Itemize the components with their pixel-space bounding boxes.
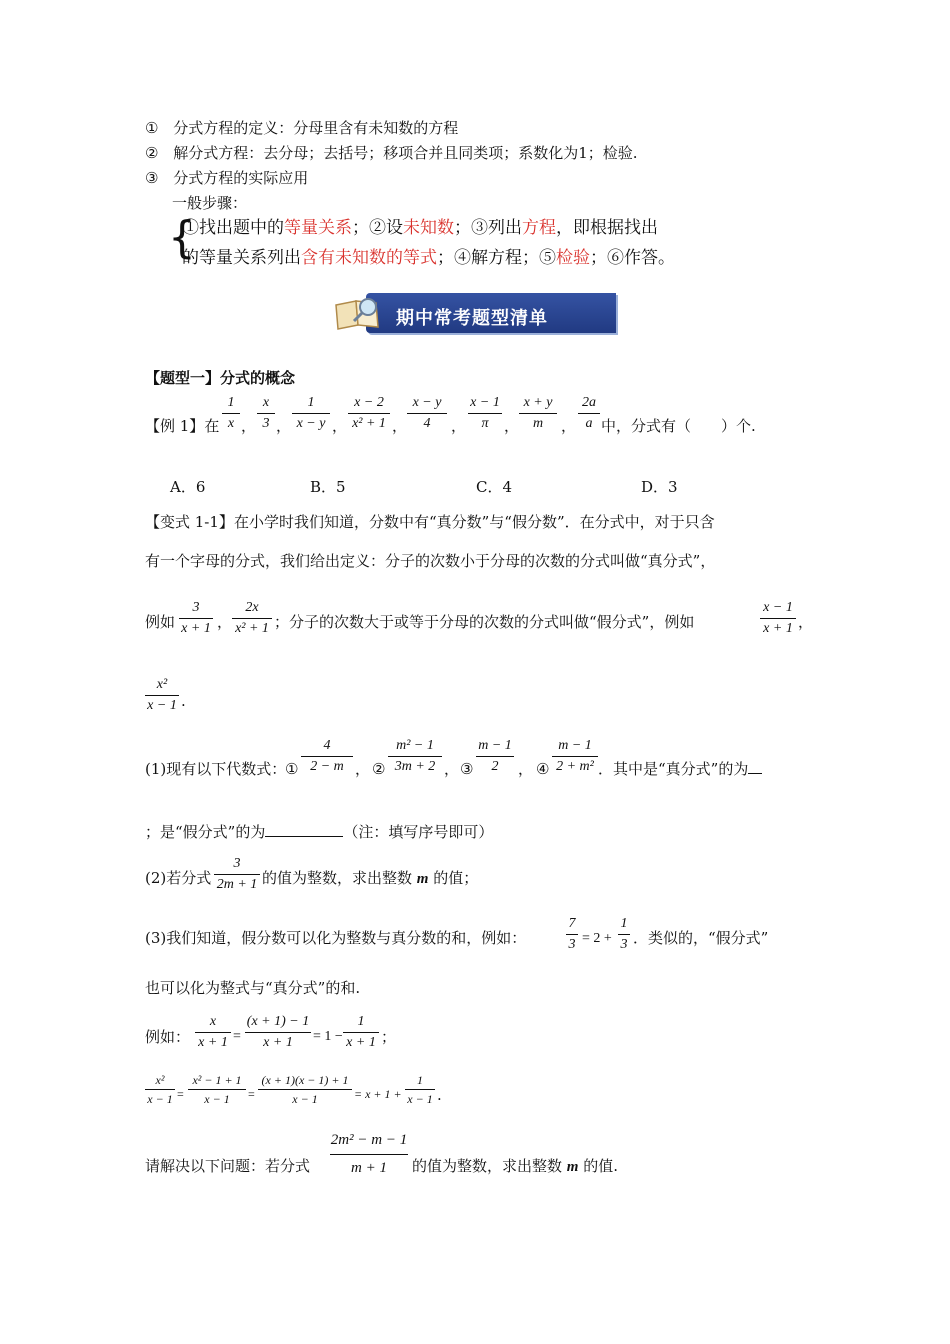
fraction: [552, 739, 598, 774]
q2-prefix: (2)若分式: [145, 869, 212, 887]
denominator: x + 1: [263, 1035, 293, 1050]
equals-one-minus: = 1 −: [313, 1029, 343, 1044]
answer-blank[interactable]: [265, 836, 343, 837]
denominator: 4: [423, 416, 431, 431]
section-heading: 【题型一】分式的概念: [145, 369, 296, 387]
numerator: 3: [192, 600, 200, 615]
fraction: [405, 1074, 435, 1105]
highlight: 检验: [556, 248, 590, 268]
section-banner: [334, 289, 616, 335]
text: 的值为整数，求出整数: [412, 1157, 567, 1175]
numerator: x − 1: [470, 395, 500, 410]
denominator: x + 1: [181, 621, 211, 636]
comma: ，: [504, 417, 520, 435]
fraction: [388, 739, 442, 774]
variant-line-2: 有一个字母的分式，我们给出定义：分子的次数小于分母的次数的分式叫做“真分式”，: [145, 552, 716, 570]
text: 的值为整数，求出整数: [262, 869, 417, 887]
denominator: 2: [491, 759, 499, 774]
steps-line-1: [182, 220, 658, 237]
item-marker: ②: [145, 144, 159, 162]
numerator: x: [262, 395, 270, 410]
q3-line-2: 也可以化为整式与“真分式”的和.: [145, 979, 361, 997]
variant-line-1: [145, 515, 715, 530]
steps-title: 一般步骤：: [172, 194, 248, 212]
option-b: B．5: [310, 478, 346, 496]
comma: ，: [217, 613, 233, 631]
comma: ，: [444, 760, 460, 778]
text: ①找出题中的: [182, 218, 284, 238]
denominator: x + 1: [346, 1035, 376, 1050]
left-brace: {: [168, 212, 196, 263]
q2-suffix: [262, 871, 478, 887]
item-marker: ③: [460, 760, 474, 778]
variant-line-3-prefix: 例如: [145, 613, 176, 631]
variable: m: [566, 1159, 579, 1175]
comma: ，: [355, 760, 371, 778]
numerator: x + y: [523, 395, 553, 410]
fraction: [760, 601, 796, 636]
text: ，即根据找出: [556, 218, 658, 238]
item-text: 解分式方程：去分母；去括号；移项合并且同类项；系数化为1；检验.: [173, 144, 638, 162]
fraction: [566, 917, 578, 952]
numerator: 1: [620, 916, 628, 931]
item-marker: ①: [145, 119, 159, 137]
fraction: [519, 396, 557, 431]
comma: ，: [276, 417, 292, 435]
highlight: 未知数: [403, 218, 454, 238]
text: 在小学时我们知道，分数中有“真分数”与“假分数”．在分式中，对于只含: [233, 513, 715, 531]
example-suffix: 中，分式有（ ）个.: [601, 417, 756, 435]
denominator: m + 1: [351, 1160, 387, 1176]
denominator: 2 + m²: [556, 759, 594, 774]
fraction: [578, 396, 600, 431]
equals-sign: =: [233, 1029, 241, 1044]
fraction: [232, 601, 272, 636]
equals-two-plus: = 2 +: [582, 931, 612, 946]
numerator: x²: [156, 677, 168, 692]
q1-prefix: (1)现有以下代数式：: [145, 760, 287, 778]
comma: ，: [241, 417, 257, 435]
denominator: x − 1: [204, 1092, 230, 1106]
denominator: x² + 1: [235, 621, 269, 636]
denominator: 3m + 2: [394, 759, 436, 774]
denominator: 2 − m: [310, 759, 344, 774]
example-label: 例如：: [145, 1028, 191, 1046]
fraction: [343, 1015, 379, 1050]
fraction: [214, 857, 260, 892]
option-c: C．4: [476, 478, 513, 496]
label: 【变式 1-1】: [145, 513, 234, 531]
option-d: D．3: [641, 478, 678, 496]
highlight: 含有未知数的等式: [301, 248, 437, 268]
equals-sign: =: [177, 1087, 184, 1101]
denominator: x² + 1: [352, 416, 386, 431]
numerator: x² − 1 + 1: [192, 1073, 242, 1087]
denominator: x − 1: [407, 1092, 433, 1106]
numerator: 7: [568, 916, 576, 931]
option-a: A．6: [170, 478, 206, 496]
text: ；③列出: [454, 218, 522, 238]
highlight: 方程: [522, 218, 556, 238]
denominator: x − 1: [147, 698, 177, 713]
denominator: 2m + 1: [216, 877, 258, 892]
label: 【例 1】: [145, 417, 205, 435]
numerator: x − 2: [354, 395, 384, 410]
item-marker: ③: [145, 169, 159, 187]
fraction: [195, 1015, 231, 1050]
denominator: 3: [620, 937, 628, 952]
numerator: 2x: [245, 600, 259, 615]
numerator: m − 1: [558, 738, 592, 753]
answer-blank[interactable]: [748, 773, 762, 774]
q3-line-1: (3)我们知道，假分数可以化为整数与真分数的和，例如：: [145, 929, 527, 947]
text: 的值；: [428, 869, 479, 887]
fraction: [257, 396, 275, 431]
numerator: (x + 1)(x − 1) + 1: [261, 1073, 349, 1087]
fraction: [258, 1074, 352, 1105]
q1-suffix: [598, 762, 762, 777]
text: ；是“假分式”的为: [145, 823, 266, 841]
period: .: [437, 1086, 442, 1104]
fraction: [468, 396, 502, 431]
text: ；④解方程；⑤: [437, 248, 556, 268]
banner-title: 期中常考题型清单: [396, 308, 548, 329]
denominator: m: [532, 416, 544, 431]
text: ；②设: [352, 218, 403, 238]
final-suffix: [412, 1159, 618, 1175]
semicolon: ；: [381, 1028, 397, 1046]
numerator: x: [209, 1014, 217, 1029]
denominator: a: [585, 416, 593, 431]
fraction: [145, 678, 179, 713]
denominator: π: [481, 416, 489, 431]
variant-line-3-mid: ；分子的次数大于或等于分母的次数的分式叫做“假分式”，例如: [274, 613, 695, 631]
final-prefix: 请解决以下问题：若分式: [145, 1157, 311, 1175]
fraction: [301, 739, 353, 774]
denominator: x + 1: [198, 1035, 228, 1050]
comma: ，: [451, 417, 467, 435]
numerator: m² − 1: [396, 738, 434, 753]
numerator: 2a: [582, 395, 596, 410]
fraction: [330, 1133, 408, 1176]
numerator: 2m² − m − 1: [330, 1132, 408, 1148]
numerator: m − 1: [478, 738, 512, 753]
comma: ，: [392, 417, 408, 435]
item-marker: ②: [372, 760, 386, 778]
text: ；⑥作答。: [590, 248, 675, 268]
text: 的值.: [578, 1157, 618, 1175]
fraction: [222, 396, 240, 431]
steps-line-2: [182, 250, 675, 267]
item-text: 分式方程的定义：分母里含有未知数的方程: [173, 119, 459, 137]
denominator: x − 1: [147, 1092, 173, 1106]
denominator: x − y: [296, 416, 326, 431]
comma: ，: [798, 613, 814, 631]
equals-sign: =: [248, 1087, 255, 1101]
denominator: x − 1: [292, 1092, 318, 1106]
numerator: 1: [357, 1014, 365, 1029]
text: （注：填写序号即可）: [343, 823, 494, 841]
fraction: [618, 917, 630, 952]
comma: ，: [561, 417, 577, 435]
denominator: x + 1: [763, 621, 793, 636]
example-label: [145, 419, 219, 434]
denominator: 3: [262, 416, 270, 431]
fraction: [188, 1074, 246, 1105]
equals-x-plus-one: = x + 1 +: [354, 1087, 402, 1101]
numerator: x − 1: [763, 600, 793, 615]
item-text: 分式方程的实际应用: [173, 169, 309, 187]
numerator: 1: [417, 1073, 423, 1087]
numerator: 3: [233, 856, 241, 871]
q3-line-1-end: ．类似的，“假分式”: [633, 929, 769, 947]
text: ．其中是“真分式”的为: [598, 760, 749, 778]
variable: m: [416, 871, 429, 887]
denominator: x: [227, 416, 235, 431]
fraction: [245, 1015, 311, 1050]
fraction: [348, 396, 390, 431]
summary-item-3: [145, 171, 308, 186]
denominator: 3: [568, 937, 576, 952]
summary-item-2: [145, 146, 638, 161]
numerator: x²: [155, 1073, 165, 1087]
item-marker: ④: [536, 760, 550, 778]
comma: ，: [518, 760, 534, 778]
period: .: [181, 692, 186, 710]
item-marker: ①: [285, 760, 299, 778]
book-magnifier-icon: [334, 295, 382, 331]
fraction: [145, 1074, 175, 1105]
fraction: [292, 396, 330, 431]
fraction: [179, 601, 213, 636]
numerator: 4: [323, 738, 331, 753]
prefix: 在: [204, 417, 220, 435]
q1-line-2: [145, 825, 493, 840]
numerator: x − y: [412, 395, 442, 410]
summary-item-1: [145, 121, 458, 136]
highlight: 等量关系: [284, 218, 352, 238]
comma: ，: [332, 417, 348, 435]
numerator: 1: [307, 395, 315, 410]
fraction: [407, 396, 447, 431]
numerator: (x + 1) − 1: [246, 1014, 310, 1029]
text: 的等量关系列出: [182, 248, 301, 268]
numerator: 1: [227, 395, 235, 410]
fraction: [476, 739, 514, 774]
